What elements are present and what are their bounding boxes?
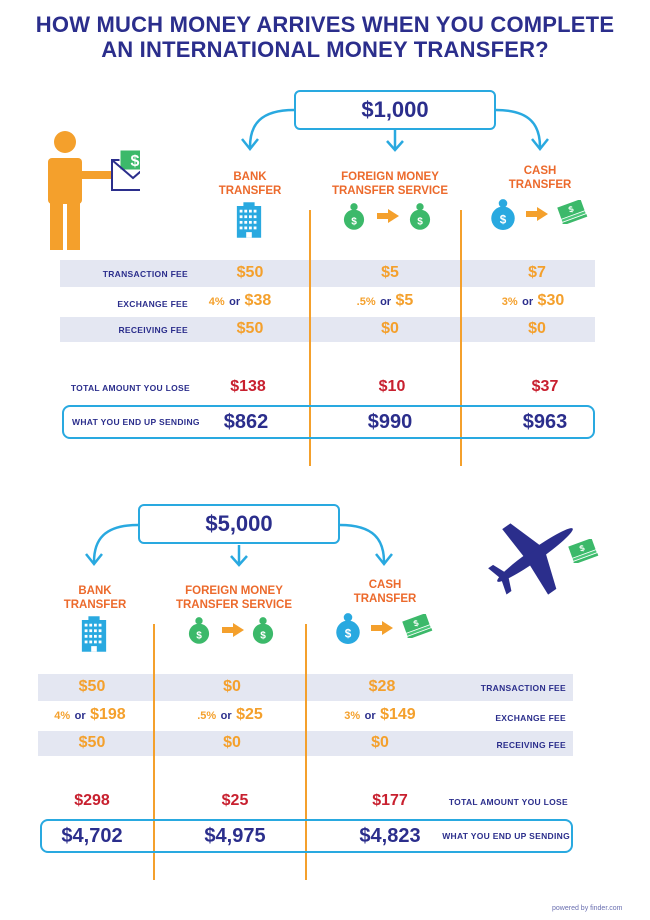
title-line-1: HOW MUCH MONEY ARRIVES WHEN YOU COMPLETE [35, 12, 615, 37]
method-bank-transfer: BANK TRANSFER [218, 171, 282, 197]
foreign-total-lose: $25 [221, 792, 249, 809]
label-receiving-fee: RECEIVING FEE [496, 740, 566, 750]
foreign-transaction-fee: $0 [223, 678, 241, 695]
foreign-total-lose: $10 [378, 378, 406, 395]
cash-total-lose: $177 [372, 792, 408, 809]
method-bank-transfer: BANK TRANSFER [63, 585, 127, 611]
bank-building-icon [80, 614, 108, 654]
foreign-end-up-sending: $4,975 [204, 825, 266, 847]
cash-receiving-fee: $0 [528, 320, 546, 337]
branch-arrows-icon [84, 520, 404, 570]
footer-credit: powered by finder.com [552, 905, 623, 912]
bank-end-up-sending: $862 [223, 411, 269, 433]
cash-end-up-sending: $963 [522, 411, 568, 433]
bank-end-up-sending: $4,702 [61, 825, 123, 847]
label-total-lose: TOTAL AMOUNT YOU LOSE [70, 383, 190, 393]
airplane-with-cash-icon [485, 515, 605, 595]
method-cash-transfer: CASH TRANSFER [353, 579, 417, 605]
label-transaction-fee: TRANSACTION FEE [102, 269, 188, 279]
foreign-receiving-fee: $0 [381, 320, 399, 337]
cash-total-lose: $37 [531, 378, 559, 395]
bank-exchange-fee: 4% or $38 [208, 292, 272, 309]
method-cash-transfer: CASH TRANSFER [508, 165, 572, 191]
bank-total-lose: $138 [230, 378, 266, 395]
amount-value: $1,000 [361, 97, 429, 122]
cash-transaction-fee: $28 [368, 678, 396, 695]
method-foreign-money-transfer: FOREIGN MONEY TRANSFER SERVICE [175, 585, 293, 611]
method-foreign-money-transfer: FOREIGN MONEY TRANSFER SERVICE [331, 171, 449, 197]
label-end-up-sending: WHAT YOU END UP SENDING [442, 831, 570, 841]
label-total-lose: TOTAL AMOUNT YOU LOSE [448, 797, 568, 807]
money-bag-to-money-bag-icon [188, 616, 278, 646]
bank-receiving-fee: $50 [236, 320, 264, 337]
label-transaction-fee: TRANSACTION FEE [480, 683, 566, 693]
cash-transaction-fee: $7 [528, 264, 546, 281]
svg-text:$: $ [130, 153, 140, 170]
bank-total-lose: $298 [74, 792, 110, 809]
bank-transaction-fee: $50 [78, 678, 106, 695]
cash-exchange-fee: 3% or $149 [344, 706, 416, 723]
cash-exchange-fee: 3% or $30 [501, 292, 565, 309]
title-line-2: AN INTERNATIONAL MONEY TRANSFER? [101, 37, 549, 62]
bank-receiving-fee: $50 [78, 734, 106, 751]
label-exchange-fee: EXCHANGE FEE [117, 299, 188, 309]
bank-exchange-fee: 4% or $198 [54, 706, 126, 723]
foreign-exchange-fee: .5% or $5 [356, 292, 414, 309]
money-bag-to-cash-icon [335, 612, 435, 646]
foreign-end-up-sending: $990 [367, 411, 413, 433]
foreign-transaction-fee: $5 [381, 264, 399, 281]
foreign-exchange-fee: .5% or $25 [197, 706, 263, 723]
foreign-receiving-fee: $0 [223, 734, 241, 751]
cash-receiving-fee: $0 [371, 734, 389, 751]
cash-end-up-sending: $4,823 [359, 825, 421, 847]
bank-transaction-fee: $50 [236, 264, 264, 281]
amount-value: $5,000 [205, 511, 273, 536]
label-receiving-fee: RECEIVING FEE [118, 325, 188, 335]
label-end-up-sending: WHAT YOU END UP SENDING [72, 417, 200, 427]
label-exchange-fee: EXCHANGE FEE [495, 713, 566, 723]
